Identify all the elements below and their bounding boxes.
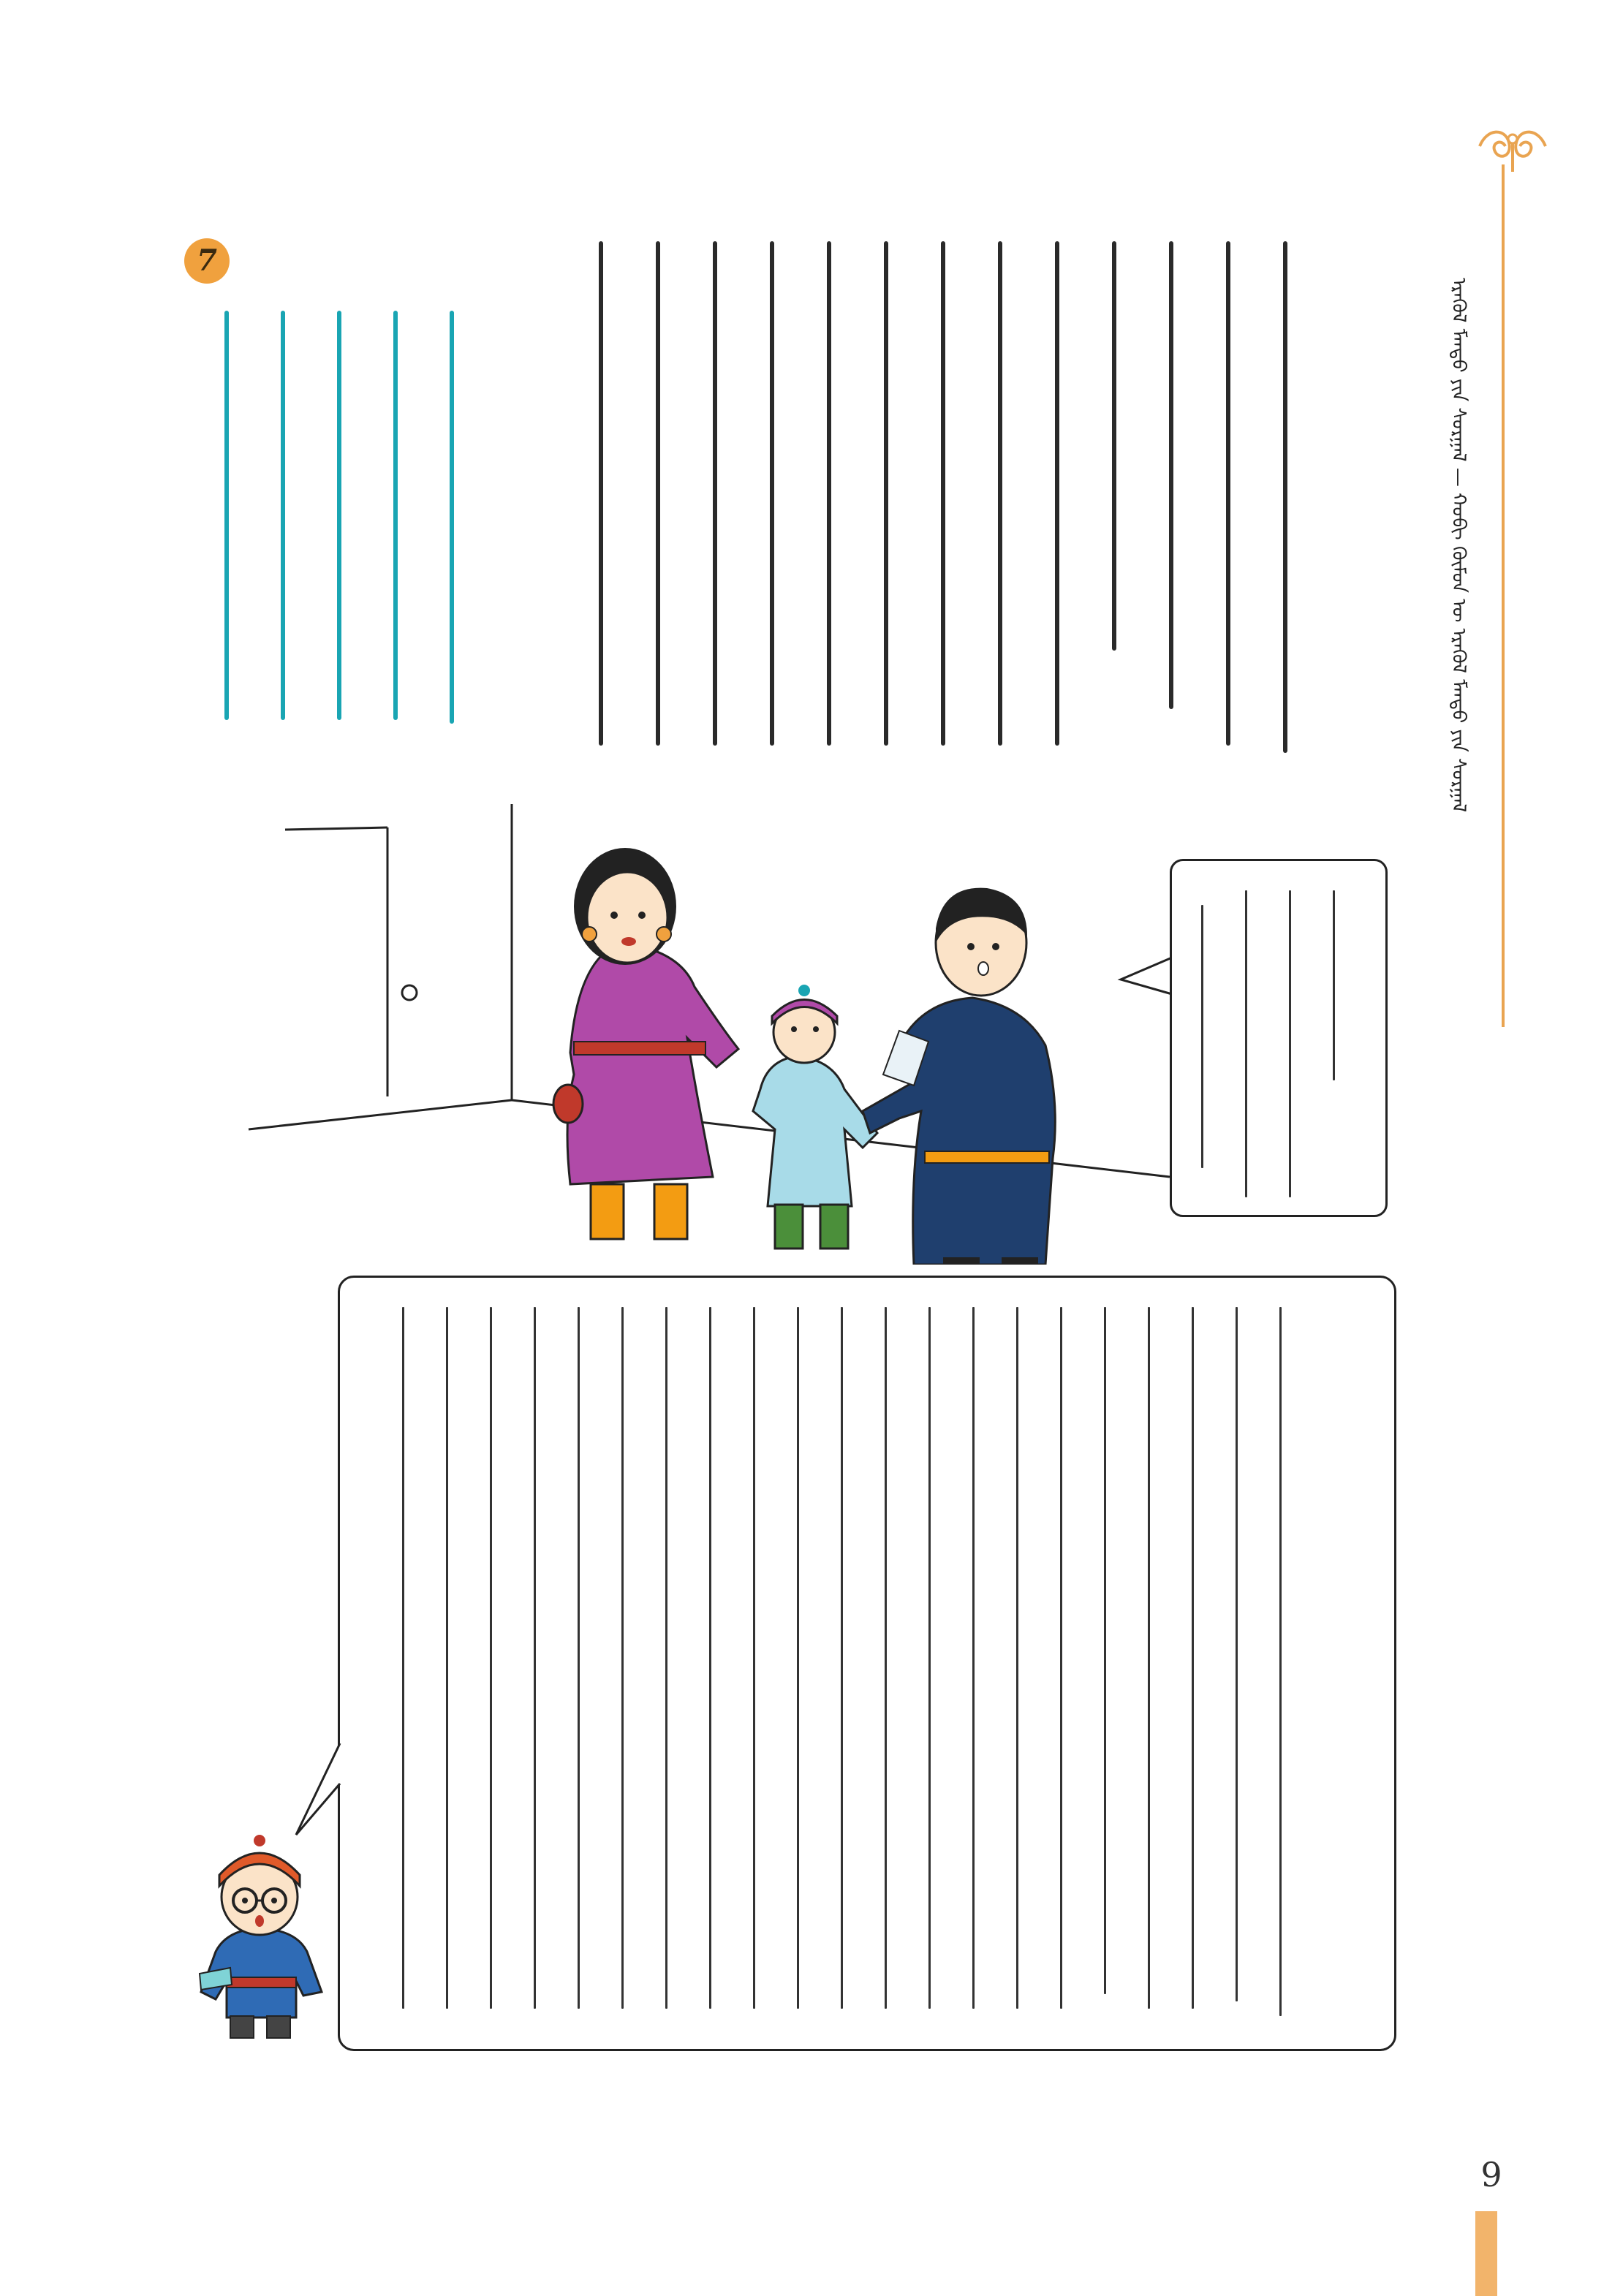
father-speech-bubble [1170, 859, 1388, 1217]
speech-tail-small [1117, 954, 1176, 998]
running-title: ᠡᠷᠡᠬᠦᠯ ᠮᠡᠨᠳᠦ ᠶᠢᠨ ᠰᠤᠷᠭᠠᠯ — ᠬᠤᠪᠢ ᠬᠥᠮᠦᠨ ᠦ ᠡᠷᠡᠬᠦᠯ ᠮᠡᠨᠳᠦ ᠶᠢᠨ ᠰᠤᠷᠭᠠᠯ [1448, 278, 1469, 813]
family-illustration [241, 797, 1184, 1265]
child-figure [753, 985, 877, 1249]
page-number: 9 [1480, 2155, 1502, 2194]
father-figure [863, 888, 1055, 1265]
question-text [197, 303, 504, 720]
header-rule [1502, 164, 1505, 1027]
main-paragraph [556, 234, 1309, 760]
dialog-text-box [338, 1276, 1396, 2051]
mother-figure [553, 848, 738, 1239]
page-tab-marker [1475, 2211, 1497, 2296]
question-number-badge: 7 [184, 238, 230, 284]
ornament-icon [1472, 124, 1553, 175]
boy-with-glasses-figure [186, 1827, 333, 2047]
